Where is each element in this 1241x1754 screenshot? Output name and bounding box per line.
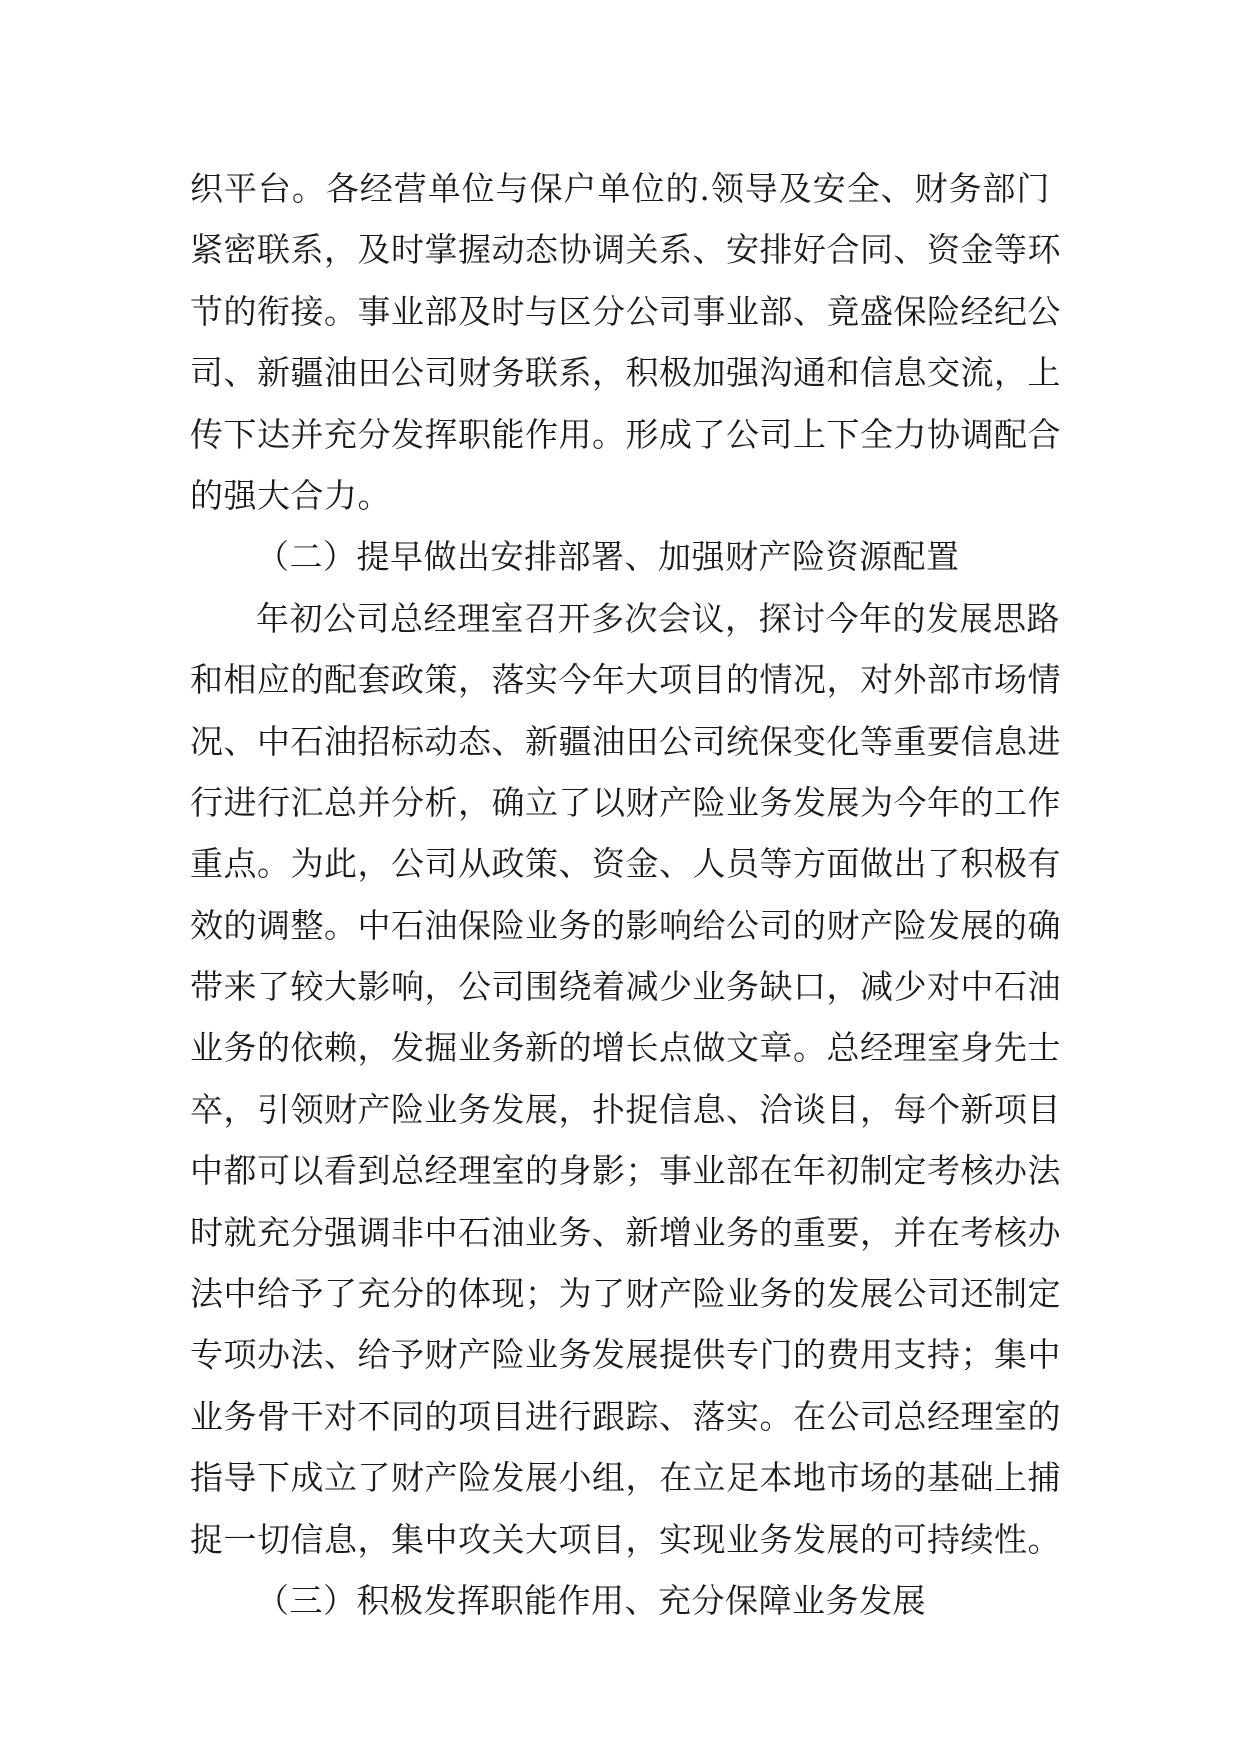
paragraph-line: 织平台。各经营单位与保户单位的.领导及安全、财务部门 bbox=[190, 169, 1050, 208]
paragraph-line: 法中给予了充分的体现；为了财产险业务的发展公司还制定 bbox=[190, 1274, 1061, 1314]
paragraph-line: 捉一切信息，集中攻关大项目，实现业务发展的可持续性。 bbox=[190, 1519, 1061, 1559]
section-heading: （三）积极发挥职能作用、充分保障业务发展 bbox=[256, 1580, 926, 1620]
paragraph-line: 专项办法、给予财产险业务发展提供专门的费用支持；集中 bbox=[190, 1335, 1061, 1375]
paragraph-line: 重点。为此，公司从政策、资金、人员等方面做出了积极有 bbox=[190, 844, 1061, 884]
paragraph-line: 传下达并充分发挥职能作用。形成了公司上下全力协调配合 bbox=[190, 414, 1061, 454]
paragraph-line: 和相应的配套政策，落实今年大项目的情况，对外部市场情 bbox=[190, 660, 1061, 700]
paragraph-line: 效的调整。中石油保险业务的影响给公司的财产险发展的确 bbox=[190, 905, 1061, 945]
paragraph-line: 中都可以看到总经理室的身影；事业部在年初制定考核办法 bbox=[190, 1151, 1061, 1191]
paragraph-line: 指导下成立了财产险发展小组，在立足本地市场的基础上捕 bbox=[190, 1458, 1061, 1498]
paragraph-line: 的强大合力。 bbox=[190, 475, 391, 515]
paragraph-line: 节的衔接。事业部及时与区分公司事业部、竟盛保险经纪公 bbox=[190, 291, 1061, 331]
section-heading: （二）提早做出安排部署、加强财产险资源配置 bbox=[256, 537, 960, 577]
body-text bbox=[190, 158, 1061, 1631]
paragraph-line: 紧密联系，及时掌握动态协调关系、安排好合同、资金等环 bbox=[190, 230, 1061, 270]
paragraph-line: 时就充分强调非中石油业务、新增业务的重要，并在考核办 bbox=[190, 1212, 1061, 1252]
paragraph-line: 司、新疆油田公司财务联系，积极加强沟通和信息交流，上 bbox=[190, 353, 1061, 393]
paragraph-line: 业务骨干对不同的项目进行跟踪、落实。在公司总经理室的 bbox=[190, 1396, 1061, 1436]
paragraph-line: 况、中石油招标动态、新疆油田公司统保变化等重要信息进 bbox=[190, 721, 1061, 761]
paragraph-line: 卒，引领财产险业务发展，扑捉信息、洽谈目，每个新项目 bbox=[190, 1089, 1061, 1129]
paragraph-line: 带来了较大影响，公司围绕着减少业务缺口，减少对中石油 bbox=[190, 967, 1061, 1007]
paragraph-line: 年初公司总经理室召开多次会议，探讨今年的发展思路 bbox=[256, 598, 1060, 638]
paragraph-line: 业务的依赖，发掘业务新的增长点做文章。总经理室身先士 bbox=[190, 1028, 1061, 1068]
paragraph-line: 行进行汇总并分析，确立了以财产险业务发展为今年的工作 bbox=[190, 782, 1061, 822]
